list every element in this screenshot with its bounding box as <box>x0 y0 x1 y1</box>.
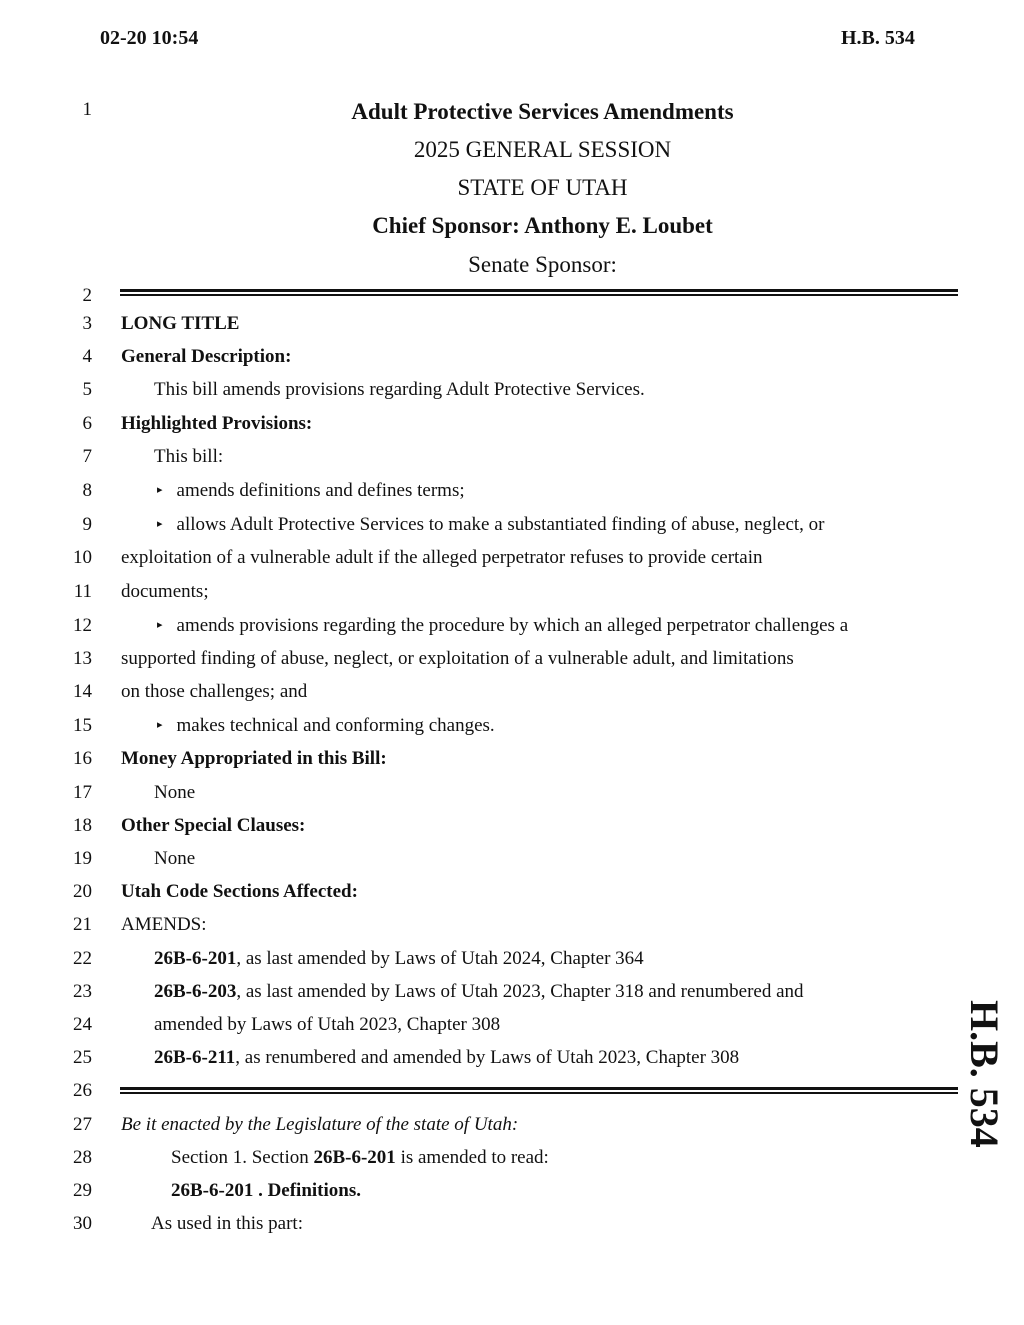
line-number: 8 <box>82 480 92 501</box>
line-number: 15 <box>73 715 92 736</box>
line-number: 1 <box>82 99 92 120</box>
line-number: 16 <box>73 748 92 769</box>
line-number: 11 <box>73 581 92 602</box>
bullet-icon: ▸ <box>157 517 163 530</box>
code-section-text: , as renumbered and amended by Laws of Utah 2023, Chapter 308 <box>235 1047 740 1068</box>
double-rule-top <box>120 289 958 296</box>
line-number: 20 <box>73 881 92 902</box>
code-section-text: , as last amended by Laws of Utah 2024, Chapter 364 <box>236 948 644 969</box>
provision-bullet-2 <box>157 514 824 537</box>
code-section-number: 26B-6-203 <box>154 981 237 1002</box>
line-number: 21 <box>73 914 92 935</box>
line-number: 23 <box>73 981 92 1002</box>
bullet-icon: ▸ <box>157 618 163 631</box>
provision-continuation: supported finding of abuse, neglect, or exploitation of a vulnerable adult, and limitations <box>121 648 794 669</box>
code-section-continuation: amended by Laws of Utah 2023, Chapter 308 <box>154 1014 501 1035</box>
line-number: 6 <box>82 413 92 434</box>
code-section-number: 26B-6-201 <box>154 948 237 969</box>
line-number: 17 <box>73 782 92 803</box>
line-number: 13 <box>73 648 92 669</box>
enacting-clause: Be it enacted by the Legislature of the state of Utah: <box>121 1114 519 1135</box>
bullet-icon: ▸ <box>157 483 163 496</box>
provision-continuation: on those challenges; and <box>121 681 308 702</box>
line-number: 9 <box>82 514 92 535</box>
code-section-entry <box>154 981 804 1003</box>
code-section-text: , as last amended by Laws of Utah 2023, Chapter 318 and renumbered and <box>236 981 804 1002</box>
highlighted-provisions-heading: Highlighted Provisions: <box>121 413 313 434</box>
line-number: 5 <box>82 379 92 400</box>
definitions-heading: 26B-6-201 . Definitions. <box>171 1180 361 1201</box>
money-appropriated-value: None <box>154 782 196 803</box>
senate-sponsor: Senate Sponsor: <box>468 252 617 277</box>
general-description-heading: General Description: <box>121 346 292 367</box>
money-appropriated-heading: Money Appropriated in this Bill: <box>121 748 387 769</box>
line-number: 27 <box>73 1114 92 1135</box>
as-used-text: As used in this part: <box>151 1213 303 1234</box>
code-section-number: 26B-6-211 <box>154 1047 236 1068</box>
line-number: 4 <box>82 346 92 367</box>
line-number: 7 <box>82 446 92 467</box>
section-1-suffix: is amended to read: <box>395 1147 549 1168</box>
section-1-intro <box>171 1147 549 1169</box>
provision-bullet-3 <box>157 615 848 638</box>
state-label: STATE OF UTAH <box>457 175 628 200</box>
line-number: 22 <box>73 948 92 969</box>
general-description-text: This bill amends provisions regarding Adult Protective Services. <box>154 379 645 400</box>
code-sections-heading: Utah Code Sections Affected: <box>121 881 358 902</box>
this-bill-label: This bill: <box>154 446 224 467</box>
long-title-heading: LONG TITLE <box>121 313 240 334</box>
line-number: 30 <box>73 1213 92 1234</box>
session-label: 2025 GENERAL SESSION <box>413 137 672 162</box>
provision-text: amends definitions and defines terms; <box>176 480 465 501</box>
provision-text: amends provisions regarding the procedure by which an alleged perpetrator challenges a <box>176 615 849 636</box>
double-rule-bottom <box>120 1087 958 1094</box>
bill-title: Adult Protective Services Amendments <box>351 99 734 124</box>
line-number: 18 <box>73 815 92 836</box>
line-number: 28 <box>73 1147 92 1168</box>
line-number: 10 <box>73 547 92 568</box>
header-timestamp: 02-20 10:54 <box>100 27 199 49</box>
special-clauses-value: None <box>154 848 196 869</box>
bullet-icon: ▸ <box>157 718 163 731</box>
chief-sponsor: Chief Sponsor: Anthony E. Loubet <box>372 213 713 238</box>
provision-bullet-4 <box>157 715 495 738</box>
side-bill-stamp: H.B. 534 <box>962 1000 1007 1148</box>
provision-bullet-1 <box>157 480 465 503</box>
line-number: 19 <box>73 848 92 869</box>
line-number: 25 <box>73 1047 92 1068</box>
provision-text: allows Adult Protective Services to make a substantiated finding of abuse, neglect, or <box>176 514 825 535</box>
line-number: 12 <box>73 615 92 636</box>
section-1-prefix: Section 1. Section <box>171 1147 314 1168</box>
provision-continuation: documents; <box>121 581 209 602</box>
line-number: 14 <box>73 681 92 702</box>
code-section-entry <box>154 1047 739 1069</box>
line-number: 24 <box>73 1014 92 1035</box>
code-section-entry <box>154 948 644 970</box>
header-bill-number: H.B. 534 <box>841 27 915 49</box>
special-clauses-heading: Other Special Clauses: <box>121 815 306 836</box>
line-number: 29 <box>73 1180 92 1201</box>
line-number: 3 <box>82 313 92 334</box>
provision-text: makes technical and conforming changes. <box>176 715 495 736</box>
line-number: 2 <box>82 285 92 306</box>
provision-continuation: exploitation of a vulnerable adult if the alleged perpetrator refuses to provide certain <box>121 547 763 568</box>
amends-label: AMENDS: <box>121 914 207 935</box>
section-1-code: 26B-6-201 <box>313 1147 396 1168</box>
line-number: 26 <box>73 1080 92 1101</box>
